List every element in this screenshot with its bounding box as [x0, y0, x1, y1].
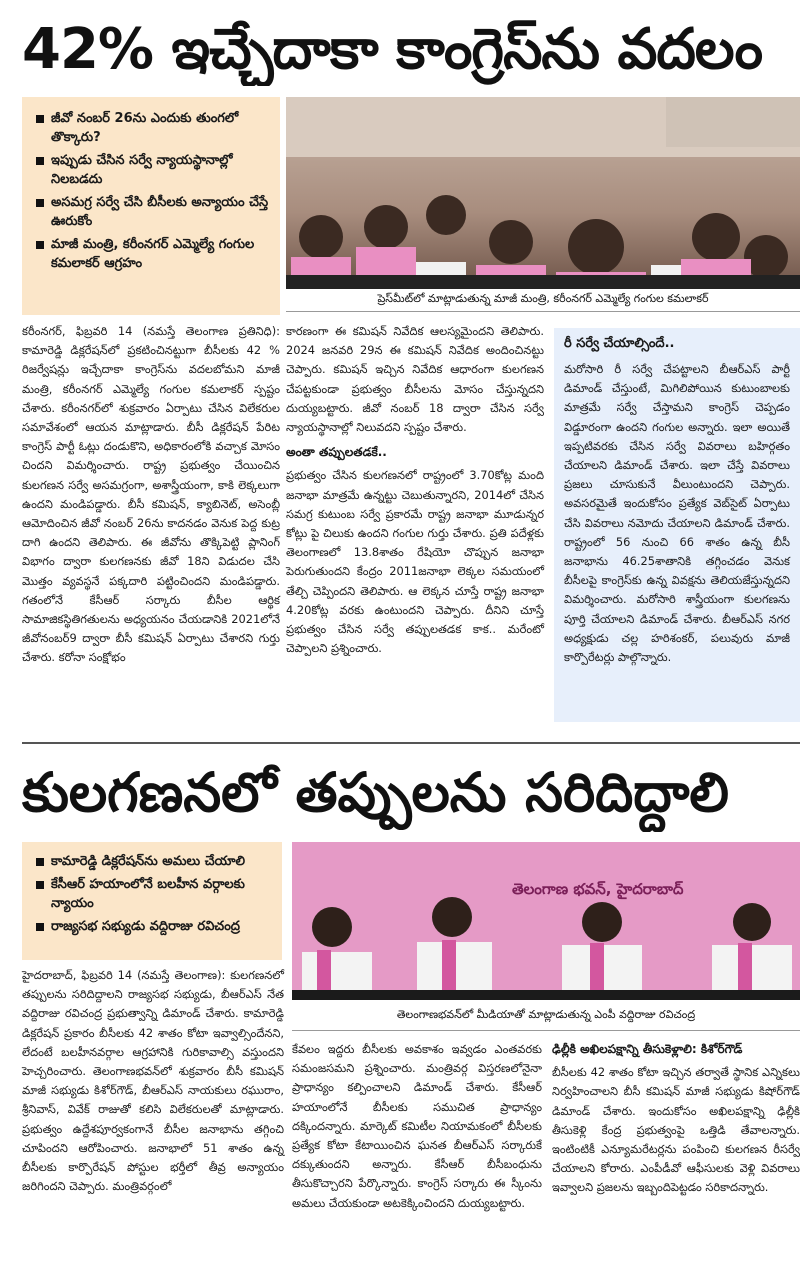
bullet-square-icon — [36, 115, 44, 123]
article2-bullet: కేసీఆర్ హయాంలోనే బలహీన వర్గాలకు న్యాయం — [36, 875, 272, 913]
article1-bullet-box — [22, 97, 280, 315]
caption-rule — [292, 1030, 800, 1031]
article2-photo-caption: తెలంగాణభవన్‌లో మీడియాతో మాట్లాడుతున్న ఎంపీ వద్దిరాజు రవిచంద్ర — [396, 1008, 696, 1021]
article1-subheading: అంతా తప్పులతడకే.. — [286, 445, 387, 460]
bullet-square-icon — [36, 199, 44, 207]
banner-text: తెలంగాణ భవన్, హైదరాబాద్ — [512, 880, 684, 898]
sidebox-text: మరోసారి రీ సర్వే చేపట్టాలని బీఆర్‌ఎస్ పార్టీ డిమాండ్ చేస్తుంటే, మిగిలిపోయిన కుటుంబాలకు మాత్రమే సర్వే చేస్తామని కాంగ్రెస్ చెప్పడం విడ్డూరంగా ఉందని గంగుల అన్నారు. ఇలా అయితే ఇప్పటివరకు చేసిన సర్వే వివరాలు బహిర్గతం చేయాలని డిమాండ్ చేశారు. ఇలా చేస్తే వివరాలు ప్రజలు చూసుకునే వీలుంటుందని చెప్పారు. అవసరమైతే ఇందుకోసం ప్రత్యేక వెబ్‌సైట్ ఏర్పాటు చేసి వివరాలు నమోదు చేయాలని డిమాండ్ చేశారు. రాష్ట్రంలో 56 నుంచి 66 శాతం ఉన్న బీసీ జనాభాను 46.25శాతానికి తగ్గించడం వెనుక బీసీలపై కాంగ్రెస్‌కు ఉన్న వివక్షను తెలియజేస్తున్నదని విమర్శించారు. మరోసారి శాస్త్రీయంగా కులగణను పూర్తి చేయాలని డిమాండ్ చేశారు. బీఆర్‌ఎస్ నగర అధ్యక్షుడు చల్ల హరిశంకర్, పలువురు మాజీ కార్పొరేటర్లు పాల్గొన్నారు. — [564, 362, 790, 665]
article2-bullet-box — [22, 842, 282, 960]
article1-bullet: జీవో నంబర్ 26ను ఎందుకు తుంగలో తొక్కారు? — [36, 109, 270, 147]
article2-subheading: ఢిల్లీకి అఖిలపక్షాన్ని తీసుకెళ్లాలి: కిశోర్‌గౌడ్ — [552, 1042, 743, 1056]
caption-rule — [286, 311, 800, 312]
article1-press-meet-photo — [286, 97, 800, 289]
article1-column-1: కరీంనగర్, ఫిబ్రవరి 14 (నమస్తే తెలంగాణ ప్రతినిధి): కామారెడ్డి డిక్లరేషన్‌లో ప్రకటించినట్టుగా బీసీలకు 42 % రిజర్వేషన్లు ఇచ్చేదాకా కాంగ్రెస్‌ను వదలబోమని మాజీ మంత్రి, కరీంనగర్ ఎమ్మెల్యే గంగుల కమలాకర్ స్పష్టం చేశారు. కరీంనగర్‌లో శుక్రవారం ఏర్పాటు చేసిన విలేకరుల సమావేశంలో ఆయన మాట్లాడారు. బీసీ డిక్లరేషన్ పేరిట కాంగ్రెస్ పార్టీ ఓట్లు దండుకొని, అధికారంలోకి వచ్చాక మోసం చిందని విమర్శించారు. రాష్ట్ర ప్రభుత్వం చేయించిన కులగణన సర్వే అసమగ్రంగా, అశాస్త్రీయంగా, కాకి లెక్కలుగా ఉందని మండిపడ్డారు. బీసీ కమిషన్, క్యాబినెట్, అసెంబ్లీ ఆమోదించిన జీవో నంబర్ 26ను కాదనడం వెనుక పెద్ద కుట్ర దాగి ఉందని తెలిపారు. ఈ జీవోను తొక్కిపెట్టి ప్లానింగ్ విభాగం ద్వారా కులగణనకు జీవో 18ని విడుదల చేసి మొత్తం వ్యవస్థనే పక్కదారి పట్టించిందని మండిపడ్డారు. గతంలోనే కేసీఆర్ సర్కారు బీసీల ఆర్థిక సామాజికస్థితిగతులను అధ్యయనం చేయడానికి 2021లోనే జీవోనంబర్9 ద్వారా బీసీ కమిషన్ ఏర్పాటు చేశారని గుర్తు చేశారు. కరోనా సంక్షోభం — [22, 324, 280, 665]
article2-column-1: హైదరాబాద్, ఫిబ్రవరి 14 (నమస్తే తెలంగాణ): కులగణనలో తప్పులను సరిదిద్దాలని రాజ్యసభ సభ్యుడు, బీఆర్‌ఎస్ నేత వద్దిరాజు రవిచంద్ర ప్రభుత్వాన్ని డిమాండ్ చేశారు. కామారెడ్డి డిక్లరేషన్ ప్రకారం బీసీలకు 42 శాతం కోటా ఇవ్వాల్సిందేనని, లేదంటే బలహీనవర్గాల ఆగ్రహానికి గురికావాల్సి వస్తుందని హెచ్చరించారు. తెలంగాణభవన్‌లో శుక్రవారం బీసీ కమిషన్ మాజీ సభ్యుడు కిశోర్‌గౌడ్, బీఆర్‌ఎస్ నాయకులు రఘురాం, శ్రీనివాస్, వివేక్ రాజుతో కలిసి విలేకరులతో మాట్లాడారు. ప్రభుత్వం ఉద్దేశపూర్వకంగానే బీసీల జనాభాను తగ్గించి చూపిందని ఆరోపించారు. జనాభాలో 51 శాతం ఉన్న బీసీలకు కార్పొరేషన్ పోస్టుల భర్తీలో తీవ్ర అన్యాయం జరిగిందని చెప్పారు. మంత్రివర్గంలో — [22, 968, 284, 1194]
article2-bullet: రాజ్యసభ సభ్యుడు వద్దిరాజు రవిచంద్ర — [36, 917, 272, 936]
article2-headline: కులగణనలో తప్పులను సరిదిద్దాలి — [22, 761, 729, 824]
bullet-square-icon — [36, 881, 44, 889]
article1-sidebox — [554, 328, 800, 722]
article2-column-2: కేవలం ఇద్దరు బీసీలకు అవకాశం ఇవ్వడం ఎంతవరకు సమంజసమని ప్రశ్నించారు. మంత్రివర్గ విస్తరణలోనైనా ప్రాధాన్యం కల్పించాలని డిమాండ్ చేశారు. కేసీఆర్ హయాంలోనే బీసీలకు సముచిత ప్రాధాన్యం దక్కిందన్నారు. మార్కెట్ కమిటీల నియామకంలో బీసీలకు ప్రత్యేక కోటా కేటాయించిన ఘనత బీఆర్‌ఎస్ సర్కారుకే దక్కుతుందని అన్నారు. కేసీఆర్ బీసీబంధును తీసుకొచ్చారని పేర్కొన్నారు. కాంగ్రెస్ సర్కారు ఈ స్కీంను అమలు చేయకుండా అటకెక్కించిందని దుయ్యబట్టారు. — [292, 1042, 542, 1210]
article2-telangana-bhavan-photo — [292, 842, 800, 1000]
article1-photo-caption: ప్రెస్‌మీట్‌లో మాట్లాడుతున్న మాజీ మంత్రి, కరీంనగర్ ఎమ్మెల్యే గంగుల కమలాకర్ — [377, 292, 709, 305]
article1-bullet: మాజీ మంత్రి, కరీంనగర్ ఎమ్మెల్యే గంగుల కమలాకర్ ఆగ్రహం — [36, 235, 270, 273]
article1-bullet: అసమగ్ర సర్వే చేసి బీసీలకు అన్యాయం చేస్తే ఊరుకోం — [36, 193, 270, 231]
press-meet-illustration — [286, 97, 800, 289]
article1-column-2: కారణంగా ఈ కమిషన్ నివేదిక ఆలస్యమైందని తెలిపారు. 2024 జనవరి 29న ఈ కమిషన్ నివేదిక అందించినట్టు చెప్పారు. కమిషన్ ఇచ్చిన నివేదిక ఆధారంగా కులగణన చేపట్టకుండా ప్రభుత్వం బీసీలను మోసం చేస్తున్నదని దుయ్యబట్టారు. జీవో నంబర్ 18 ద్వారా చేసిన సర్వే న్యాయస్థానాల్లో నిలువదని స్పష్టం చేశారు. అంతా తప్పులతడకే.. ప్రభుత్వం చేసిన కులగణనలో రాష్ట్రంలో 3.70కోట్ల మంది జనాభా మాత్రమే ఉన్నట్టు చెబుతున్నారని, 2014లో చేసిన సమగ్ర కుటుంబ సర్వే ప్రకారమే రాష్ట్ర జనాభా మూడున్నర కోట్లు పై చిలుకు ఉందని గంగుల గుర్తు చేశారు. ప్రతి పదేళ్లకు తెలంగాణలో 13.8శాతం రేషియో చొప్పున జనాభా పెరుగుతుందని కేంద్రం 2011జనాభా లెక్కల సమయంలో తేల్చి చెప్పిందని తెలిపారు. ఆ లెక్కన చూస్తే రాష్ట్ర జనాభా 4.20కోట్ల వరకు ఉంటుందని చెప్పారు. దీనిని చూస్తే ప్రభుత్వం చేసిన సర్వే తప్పులతడక కాక.. మరేంటో చెప్పాలని ప్రశ్నించారు. — [286, 324, 544, 656]
bullet-square-icon — [36, 241, 44, 249]
article1-headline: 42% ఇచ్చేదాకా కాంగ్రెస్‌ను వదలం — [22, 17, 763, 82]
article2-column-3: ఢిల్లీకి అఖిలపక్షాన్ని తీసుకెళ్లాలి: కిశోర్‌గౌడ్ బీసీలకు 42 శాతం కోటా ఇచ్చిన తర్వాతే స్థానిక ఎన్నికలు నిర్వహించాలని బీసీ కమిషన్ మాజీ సభ్యుడు కిషోర్‌గౌడ్ డిమాండ్ చేశారు. ఇందుకోసం అఖిలపక్షాన్ని ఢిల్లీకి తీసుకెళ్లి కేంద్ర ప్రభుత్వంపై ఒత్తిడి తేవాలన్నారు. ఇంటింటికీ ఎన్యూమరేటర్లను పంపించి కులగణన రీసర్వే చేయాలని కోరారు. ఎంపీడీవో ఆఫీసులకు వెళ్లి వివరాలు ఇవ్వాలని ప్రజలను ఇబ్బందిపెట్టడం సరికాదన్నారు. — [552, 1042, 800, 1195]
section-divider — [22, 742, 800, 744]
bullet-square-icon — [36, 858, 44, 866]
media-meet-illustration — [292, 842, 800, 1000]
article1-bullet: ఇప్పుడు చేసిన సర్వే న్యాయస్థానాల్లో నిలబడదు — [36, 151, 270, 189]
sidebox-title: రీ సర్వే చేయాల్సిందే.. — [564, 336, 675, 351]
bullet-square-icon — [36, 157, 44, 165]
bullet-square-icon — [36, 923, 44, 931]
article2-bullet: కామారెడ్డి డిక్లరేషన్‌ను అమలు చేయాలి — [36, 852, 272, 871]
